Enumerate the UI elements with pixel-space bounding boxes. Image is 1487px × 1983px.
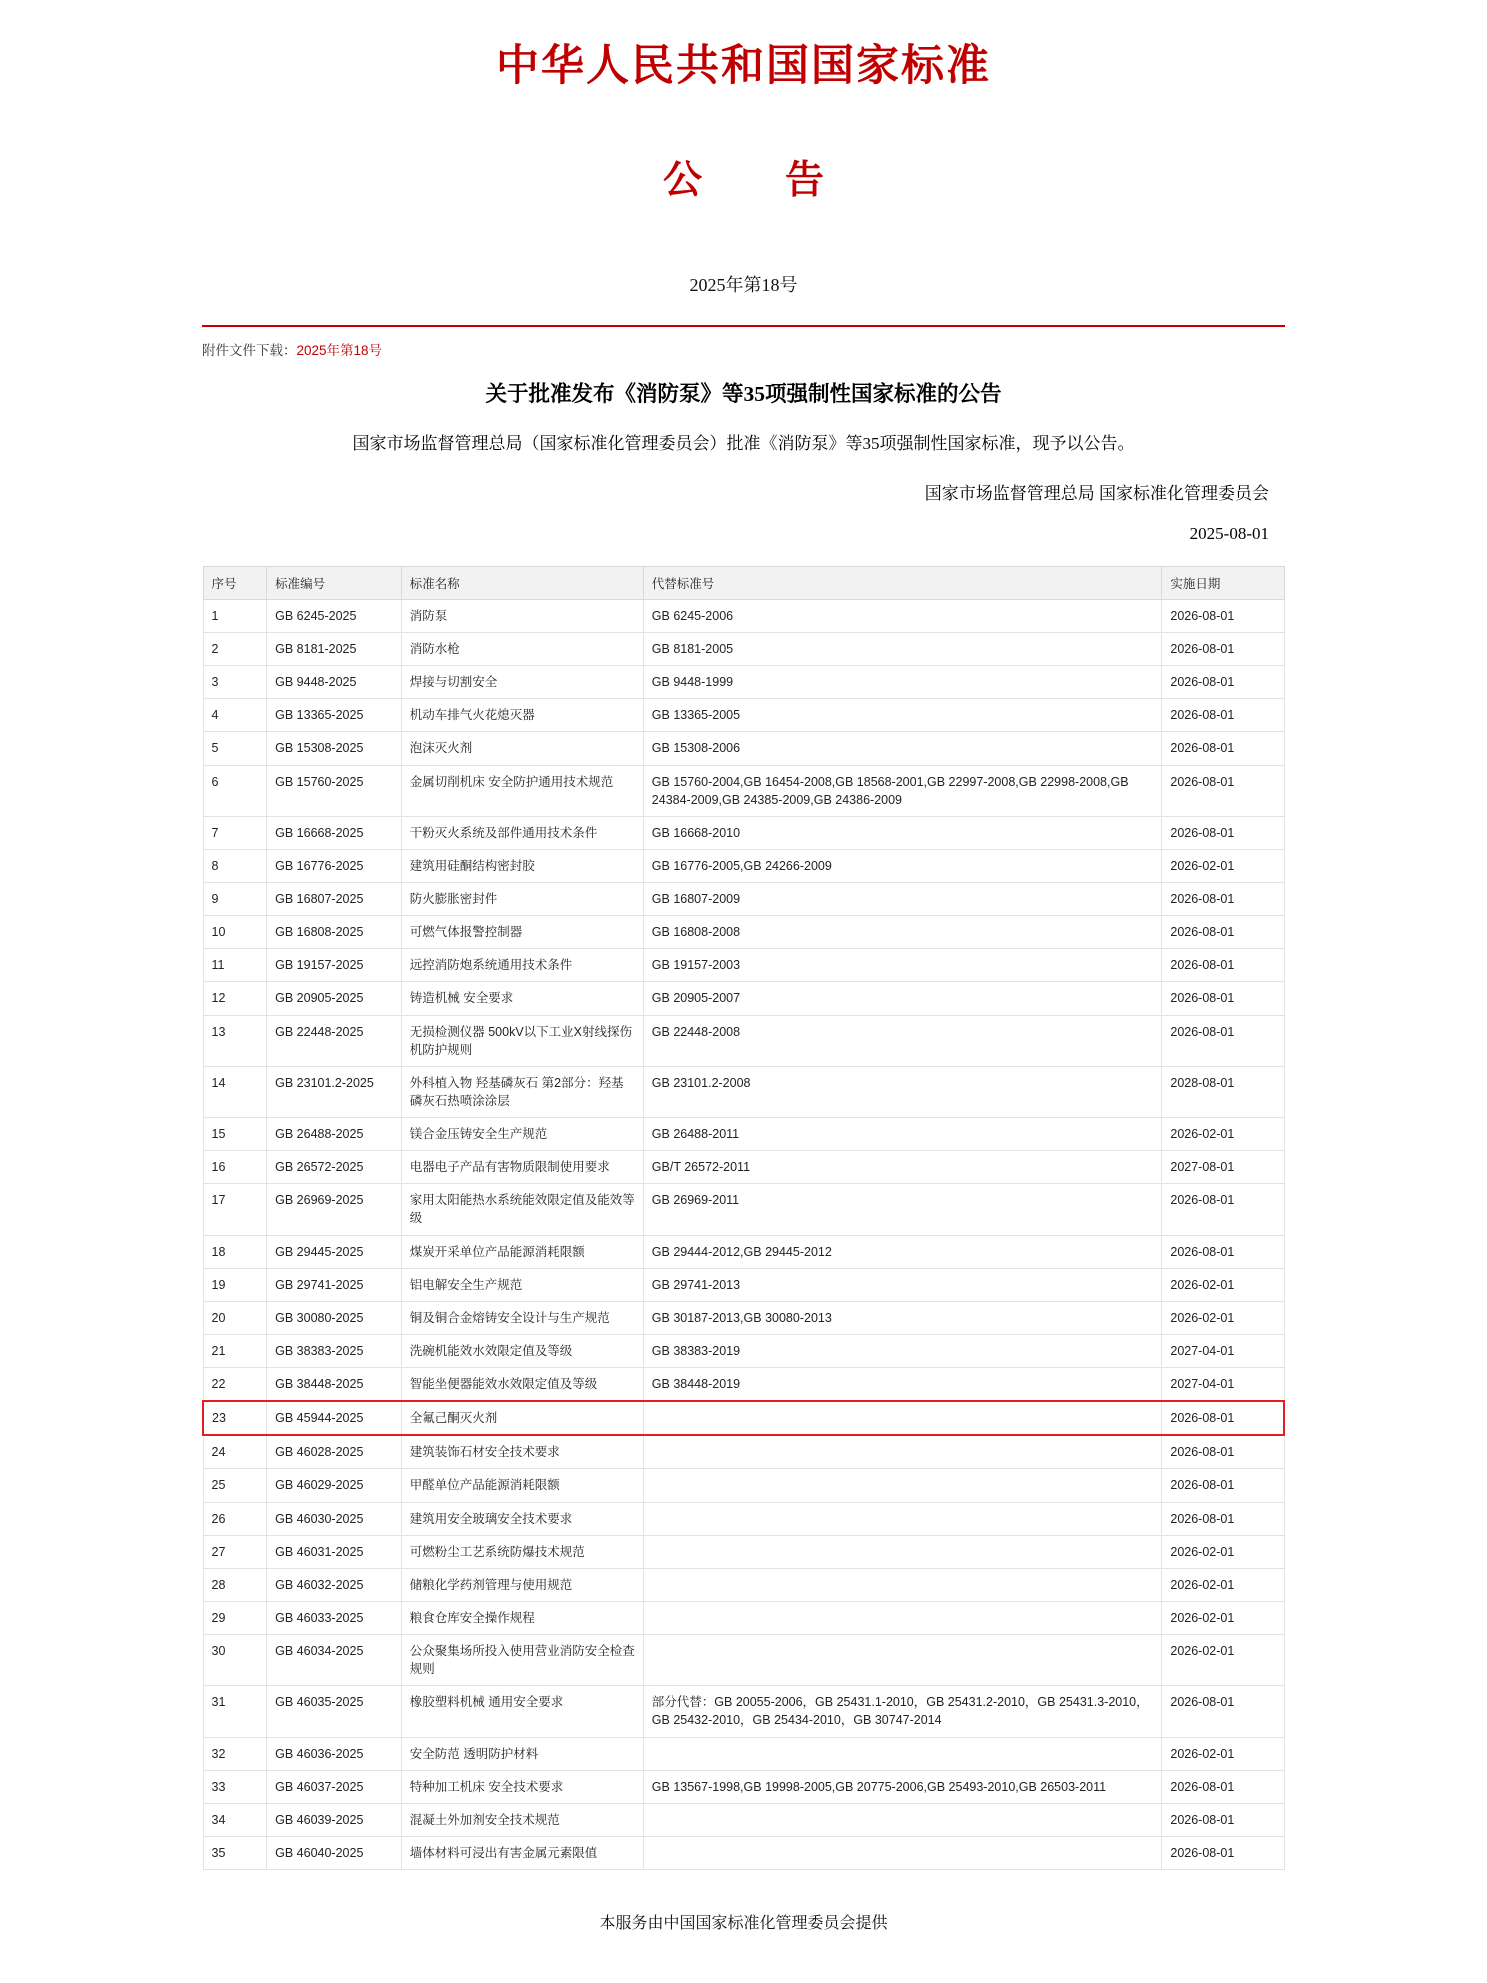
- cell-index: 16: [203, 1151, 267, 1184]
- cell-replaced: GB 30187-2013,GB 30080-2013: [643, 1301, 1162, 1334]
- table-row: [203, 849, 1284, 882]
- table-row: [203, 666, 1284, 699]
- cell-index: 31: [203, 1686, 267, 1737]
- cell-code: GB 46030-2025: [267, 1502, 402, 1535]
- cell-replaced: GB 29444-2012,GB 29445-2012: [643, 1235, 1162, 1268]
- table-row: [203, 1635, 1284, 1686]
- cell-index: 5: [203, 732, 267, 765]
- attachment-label: 附件文件下载：: [202, 343, 297, 358]
- cell-index: 26: [203, 1502, 267, 1535]
- cell-code: GB 46032-2025: [267, 1568, 402, 1601]
- cell-index: 18: [203, 1235, 267, 1268]
- cell-code: GB 46029-2025: [267, 1469, 402, 1502]
- cell-replaced: GB 13567-1998,GB 19998-2005,GB 20775-2006,GB 25493-2010,GB 26503-2011: [643, 1770, 1162, 1803]
- cell-date: 2026-02-01: [1162, 849, 1284, 882]
- cell-index: 10: [203, 916, 267, 949]
- cell-date: 2027-04-01: [1162, 1368, 1284, 1402]
- cell-name[interactable]: 橡胶塑料机械 通用安全要求: [401, 1686, 643, 1737]
- table-row: [203, 816, 1284, 849]
- cell-index: 32: [203, 1737, 267, 1770]
- cell-replaced: [643, 1635, 1162, 1686]
- cell-date: 2026-08-01: [1162, 765, 1284, 816]
- cell-code: GB 46037-2025: [267, 1770, 402, 1803]
- cell-date: 2026-08-01: [1162, 666, 1284, 699]
- cell-date: 2026-02-01: [1162, 1268, 1284, 1301]
- cell-date: 2026-08-01: [1162, 1401, 1284, 1435]
- cell-code: GB 20905-2025: [267, 982, 402, 1015]
- cell-replaced: [643, 1737, 1162, 1770]
- cell-replaced: GB 19157-2003: [643, 949, 1162, 982]
- table-row: [203, 982, 1284, 1015]
- cell-replaced: GB/T 26572-2011: [643, 1151, 1162, 1184]
- cell-date: 2026-08-01: [1162, 1770, 1284, 1803]
- cell-code: GB 8181-2025: [267, 633, 402, 666]
- cell-index: 15: [203, 1118, 267, 1151]
- table-row: [203, 1118, 1284, 1151]
- table-row: [203, 1235, 1284, 1268]
- cell-name[interactable]: 机动车排气火花熄灭器: [401, 699, 643, 732]
- cell-date: 2026-08-01: [1162, 1803, 1284, 1836]
- table-row: [203, 1268, 1284, 1301]
- cell-code: GB 29445-2025: [267, 1235, 402, 1268]
- table-row: [203, 1334, 1284, 1367]
- cell-name[interactable]: 粮食仓库安全操作规程: [401, 1601, 643, 1634]
- table-row: [203, 949, 1284, 982]
- attachment-download-link[interactable]: 2025年第18号: [296, 343, 383, 358]
- column-header-name: 标准名称: [401, 566, 643, 599]
- divider: [202, 325, 1285, 327]
- cell-name[interactable]: 消防泵: [401, 599, 643, 632]
- cell-replaced: [643, 1401, 1162, 1435]
- cell-name[interactable]: 建筑用安全玻璃安全技术要求: [401, 1502, 643, 1535]
- cell-replaced: GB 16776-2005,GB 24266-2009: [643, 849, 1162, 882]
- cell-code: GB 16807-2025: [267, 883, 402, 916]
- cell-date: 2027-04-01: [1162, 1334, 1284, 1367]
- cell-code: GB 29741-2025: [267, 1268, 402, 1301]
- cell-index: 35: [203, 1836, 267, 1869]
- cell-index: 28: [203, 1568, 267, 1601]
- cell-replaced: [643, 1469, 1162, 1502]
- table-row: [203, 1015, 1284, 1066]
- column-header-code: 标准编号: [267, 566, 402, 599]
- cell-replaced: GB 26488-2011: [643, 1118, 1162, 1151]
- cell-replaced: GB 26969-2011: [643, 1184, 1162, 1235]
- table-row: [203, 1686, 1284, 1737]
- cell-date: 2026-08-01: [1162, 1502, 1284, 1535]
- cell-code: GB 30080-2025: [267, 1301, 402, 1334]
- cell-replaced: [643, 1803, 1162, 1836]
- column-header-date: 实施日期: [1162, 566, 1284, 599]
- cell-date: 2026-08-01: [1162, 1469, 1284, 1502]
- cell-index: 23: [203, 1401, 267, 1435]
- cell-date: 2026-08-01: [1162, 1184, 1284, 1235]
- cell-code: GB 26572-2025: [267, 1151, 402, 1184]
- table-row: [203, 699, 1284, 732]
- cell-replaced: GB 38383-2019: [643, 1334, 1162, 1367]
- cell-code: GB 46028-2025: [267, 1435, 402, 1469]
- cell-name[interactable]: 墙体材料可浸出有害金属元素限值: [401, 1836, 643, 1869]
- cell-replaced: GB 13365-2005: [643, 699, 1162, 732]
- cell-name[interactable]: 洗碗机能效水效限定值及等级: [401, 1334, 643, 1367]
- cell-name[interactable]: 全氟己酮灭火剂: [401, 1401, 643, 1435]
- cell-replaced: [643, 1435, 1162, 1469]
- cell-replaced: [643, 1535, 1162, 1568]
- table-row: [203, 916, 1284, 949]
- cell-name[interactable]: 铸造机械 安全要求: [401, 982, 643, 1015]
- cell-replaced: GB 20905-2007: [643, 982, 1162, 1015]
- cell-replaced: [643, 1568, 1162, 1601]
- cell-index: 25: [203, 1469, 267, 1502]
- table-row: [203, 1803, 1284, 1836]
- table-row: [203, 1836, 1284, 1869]
- cell-name[interactable]: 铜及铜合金熔铸安全设计与生产规范: [401, 1301, 643, 1334]
- cell-name[interactable]: 建筑装饰石材安全技术要求: [401, 1435, 643, 1469]
- table-row: [203, 1469, 1284, 1502]
- cell-date: 2026-02-01: [1162, 1635, 1284, 1686]
- cell-index: 17: [203, 1184, 267, 1235]
- cell-index: 34: [203, 1803, 267, 1836]
- cell-date: 2026-02-01: [1162, 1737, 1284, 1770]
- cell-name[interactable]: 公众聚集场所投入使用营业消防安全检查规则: [401, 1635, 643, 1686]
- cell-date: 2026-08-01: [1162, 732, 1284, 765]
- cell-name[interactable]: 无损检测仪器 500kV以下工业X射线探伤机防护规则: [401, 1015, 643, 1066]
- cell-date: 2026-08-01: [1162, 633, 1284, 666]
- table-row: [203, 1401, 1284, 1435]
- table-row: [203, 1770, 1284, 1803]
- cell-replaced: [643, 1836, 1162, 1869]
- notice-signature: 国家市场监督管理总局 国家标准化管理委员会: [924, 483, 1269, 503]
- table-header-row: [203, 566, 1284, 599]
- cell-code: GB 46031-2025: [267, 1535, 402, 1568]
- cell-name[interactable]: 特种加工机床 安全技术要求: [401, 1770, 643, 1803]
- table-row: [203, 765, 1284, 816]
- table-row: [203, 883, 1284, 916]
- column-header-index: 序号: [203, 566, 267, 599]
- cell-index: 6: [203, 765, 267, 816]
- announcement-number: 2025年第18号: [689, 275, 798, 295]
- cell-date: 2026-08-01: [1162, 883, 1284, 916]
- cell-code: GB 6245-2025: [267, 599, 402, 632]
- page-title: 中华人民共和国国家标准: [496, 43, 991, 90]
- page-subtitle: 公 告: [662, 159, 846, 202]
- cell-code: GB 26969-2025: [267, 1184, 402, 1235]
- cell-code: GB 16776-2025: [267, 849, 402, 882]
- cell-date: 2026-08-01: [1162, 982, 1284, 1015]
- cell-name[interactable]: 镁合金压铸安全生产规范: [401, 1118, 643, 1151]
- notice-date: 2025-08-01: [1189, 523, 1269, 543]
- cell-date: 2026-08-01: [1162, 1435, 1284, 1469]
- cell-code: GB 13365-2025: [267, 699, 402, 732]
- cell-replaced: GB 16807-2009: [643, 883, 1162, 916]
- cell-replaced: GB 29741-2013: [643, 1268, 1162, 1301]
- cell-code: GB 46034-2025: [267, 1635, 402, 1686]
- table-row: [203, 1601, 1284, 1634]
- cell-code: GB 23101.2-2025: [267, 1066, 402, 1117]
- table-row: [203, 599, 1284, 632]
- table-row: [203, 1184, 1284, 1235]
- cell-index: 22: [203, 1368, 267, 1402]
- cell-replaced: GB 9448-1999: [643, 666, 1162, 699]
- table-body: [203, 599, 1284, 1869]
- cell-replaced: GB 6245-2006: [643, 599, 1162, 632]
- cell-date: 2026-08-01: [1162, 1836, 1284, 1869]
- cell-index: 3: [203, 666, 267, 699]
- cell-code: GB 46033-2025: [267, 1601, 402, 1634]
- cell-index: 8: [203, 849, 267, 882]
- cell-name[interactable]: 混凝土外加剂安全技术规范: [401, 1803, 643, 1836]
- cell-date: 2026-08-01: [1162, 599, 1284, 632]
- table-row: [203, 732, 1284, 765]
- table-row: [203, 633, 1284, 666]
- cell-date: 2027-08-01: [1162, 1151, 1284, 1184]
- cell-index: 13: [203, 1015, 267, 1066]
- column-header-replaced: 代替标准号: [643, 566, 1162, 599]
- cell-date: 2026-08-01: [1162, 949, 1284, 982]
- cell-code: GB 22448-2025: [267, 1015, 402, 1066]
- cell-code: GB 46035-2025: [267, 1686, 402, 1737]
- cell-name[interactable]: 可燃气体报警控制器: [401, 916, 643, 949]
- table-row: [203, 1435, 1284, 1469]
- cell-code: GB 16808-2025: [267, 916, 402, 949]
- cell-code: GB 15308-2025: [267, 732, 402, 765]
- cell-index: 7: [203, 816, 267, 849]
- cell-code: GB 9448-2025: [267, 666, 402, 699]
- cell-code: GB 15760-2025: [267, 765, 402, 816]
- cell-index: 21: [203, 1334, 267, 1367]
- cell-index: 27: [203, 1535, 267, 1568]
- cell-replaced: GB 16668-2010: [643, 816, 1162, 849]
- attachment-row: [202, 339, 1285, 359]
- cell-name[interactable]: 可燃粉尘工艺系统防爆技术规范: [401, 1535, 643, 1568]
- cell-date: 2026-08-01: [1162, 1235, 1284, 1268]
- cell-code: GB 46036-2025: [267, 1737, 402, 1770]
- cell-name[interactable]: 远控消防炮系统通用技术条件: [401, 949, 643, 982]
- cell-code: GB 38448-2025: [267, 1368, 402, 1402]
- cell-replaced: GB 15760-2004,GB 16454-2008,GB 18568-2001,GB 22997-2008,GB 22998-2008,GB 24384-2009,GB 24385-2009,GB 24386-2009: [643, 765, 1162, 816]
- cell-index: 33: [203, 1770, 267, 1803]
- cell-index: 12: [203, 982, 267, 1015]
- cell-name[interactable]: 焊接与切割安全: [401, 666, 643, 699]
- footer-text: 本服务由中国国家标准化管理委员会提供: [599, 1915, 888, 1933]
- cell-replaced: GB 38448-2019: [643, 1368, 1162, 1402]
- cell-code: GB 16668-2025: [267, 816, 402, 849]
- cell-code: GB 38383-2025: [267, 1334, 402, 1367]
- cell-replaced: [643, 1601, 1162, 1634]
- cell-index: 9: [203, 883, 267, 916]
- cell-date: 2026-02-01: [1162, 1301, 1284, 1334]
- cell-replaced: GB 16808-2008: [643, 916, 1162, 949]
- cell-name[interactable]: 甲醛单位产品能源消耗限额: [401, 1469, 643, 1502]
- cell-date: 2028-08-01: [1162, 1066, 1284, 1117]
- cell-name[interactable]: 金属切削机床 安全防护通用技术规范: [401, 765, 643, 816]
- table-row: [203, 1737, 1284, 1770]
- notice-body: 国家市场监督管理总局（国家标准化管理委员会）批准《消防泵》等35项强制性国家标准，现予以公告。: [352, 434, 1135, 453]
- cell-code: GB 19157-2025: [267, 949, 402, 982]
- cell-replaced: GB 15308-2006: [643, 732, 1162, 765]
- cell-code: GB 45944-2025: [267, 1401, 402, 1435]
- cell-name[interactable]: 安全防范 透明防护材料: [401, 1737, 643, 1770]
- cell-code: GB 46040-2025: [267, 1836, 402, 1869]
- cell-index: 1: [203, 599, 267, 632]
- cell-name[interactable]: 智能坐便器能效水效限定值及等级: [401, 1368, 643, 1402]
- cell-code: GB 26488-2025: [267, 1118, 402, 1151]
- cell-name[interactable]: 铝电解安全生产规范: [401, 1268, 643, 1301]
- cell-date: 2026-02-01: [1162, 1535, 1284, 1568]
- cell-name[interactable]: 泡沫灭火剂: [401, 732, 643, 765]
- cell-replaced: GB 8181-2005: [643, 633, 1162, 666]
- cell-name[interactable]: 家用太阳能热水系统能效限定值及能效等级: [401, 1184, 643, 1235]
- cell-index: 24: [203, 1435, 267, 1469]
- cell-name[interactable]: 消防水枪: [401, 633, 643, 666]
- table-row: [203, 1368, 1284, 1402]
- cell-date: 2026-08-01: [1162, 1015, 1284, 1066]
- cell-name[interactable]: 储粮化学药剂管理与使用规范: [401, 1568, 643, 1601]
- cell-name[interactable]: 煤炭开采单位产品能源消耗限额: [401, 1235, 643, 1268]
- cell-index: 14: [203, 1066, 267, 1117]
- cell-date: 2026-08-01: [1162, 1686, 1284, 1737]
- cell-date: 2026-02-01: [1162, 1568, 1284, 1601]
- table-row: [203, 1568, 1284, 1601]
- cell-index: 11: [203, 949, 267, 982]
- table-row: [203, 1301, 1284, 1334]
- cell-replaced: [643, 1502, 1162, 1535]
- table-row: [203, 1502, 1284, 1535]
- table-row: [203, 1066, 1284, 1117]
- cell-date: 2026-08-01: [1162, 916, 1284, 949]
- cell-date: 2026-08-01: [1162, 699, 1284, 732]
- cell-index: 19: [203, 1268, 267, 1301]
- cell-name[interactable]: 电器电子产品有害物质限制使用要求: [401, 1151, 643, 1184]
- cell-date: 2026-08-01: [1162, 816, 1284, 849]
- cell-date: 2026-02-01: [1162, 1118, 1284, 1151]
- table-row: [203, 1151, 1284, 1184]
- cell-index: 2: [203, 633, 267, 666]
- cell-index: 29: [203, 1601, 267, 1634]
- cell-index: 20: [203, 1301, 267, 1334]
- cell-name[interactable]: 干粉灭火系统及部件通用技术条件: [401, 816, 643, 849]
- table-row: [203, 1535, 1284, 1568]
- cell-index: 30: [203, 1635, 267, 1686]
- cell-index: 4: [203, 699, 267, 732]
- cell-replaced: GB 23101.2-2008: [643, 1066, 1162, 1117]
- cell-name[interactable]: 防火膨胀密封件: [401, 883, 643, 916]
- notice-title: 关于批准发布《消防泵》等35项强制性国家标准的公告: [485, 382, 1002, 406]
- cell-name[interactable]: 建筑用硅酮结构密封胶: [401, 849, 643, 882]
- cell-replaced: 部分代替：GB 20055-2006，GB 25431.1-2010，GB 25431.2-2010，GB 25431.3-2010，GB 25432-2010，GB 25434-2010，GB 30747-2014: [643, 1686, 1162, 1737]
- cell-code: GB 46039-2025: [267, 1803, 402, 1836]
- cell-replaced: GB 22448-2008: [643, 1015, 1162, 1066]
- cell-name[interactable]: 外科植入物 羟基磷灰石 第2部分：羟基磷灰石热喷涂涂层: [401, 1066, 643, 1117]
- standards-table: [202, 566, 1285, 1870]
- cell-date: 2026-02-01: [1162, 1601, 1284, 1634]
